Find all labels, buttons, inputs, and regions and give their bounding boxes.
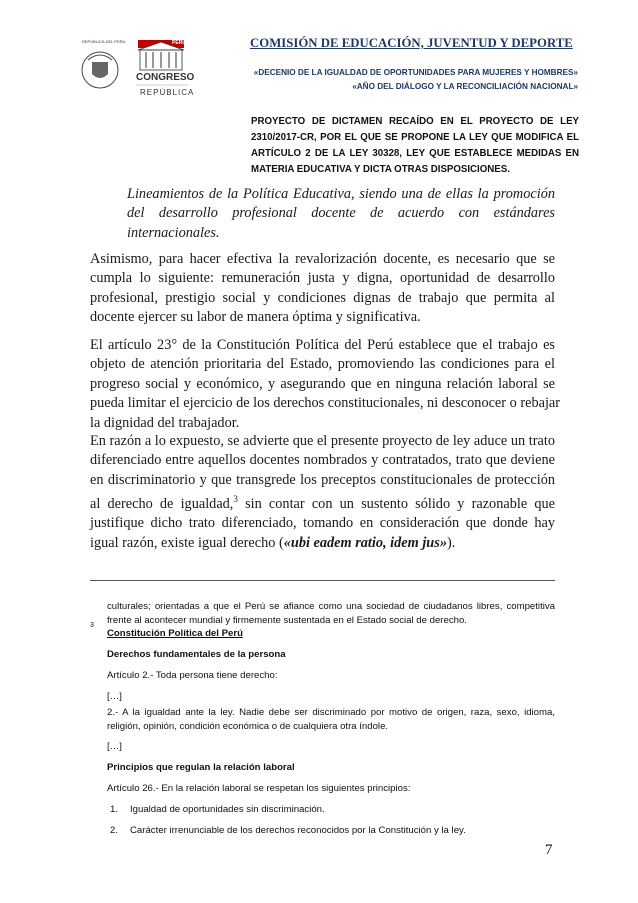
project-line: PROYECTO DE DICTAMEN RECAÍDO EN EL PROYECTO DE LEY (251, 116, 579, 127)
project-title (251, 114, 579, 178)
text-line: Asimismo, para hacer efectiva la revalorización docente, es necesario que se (90, 251, 555, 267)
constitucion-title: Constitución Política del Perú (107, 628, 243, 639)
decenio-block (232, 66, 578, 94)
list-text: Igualdad de oportunidades sin discriminación. (130, 804, 325, 815)
page-number: 7 (545, 842, 553, 858)
text-line: la dignidad del trabajador. (90, 414, 240, 431)
flag-label: PERÚ (172, 40, 186, 46)
list-number: 2. (110, 825, 119, 836)
text-line: diferenciado entre aquellos docentes nombrados y contratados, trato que deviene (90, 452, 555, 469)
commission-title: COMISIÓN DE EDUCACIÓN, JUVENTUD Y DEPORTE (250, 36, 573, 50)
project-line: 2310/2017-CR, POR EL QUE SE PROPONE LA LEY QUE MODIFICA EL (251, 132, 579, 143)
project-line: ARTÍCULO 2 DE LA LEY 30328, LEY QUE ESTABLECE MEDIDAS EN (251, 148, 579, 159)
principios-title: Principios que regulan la relación laboral (107, 762, 295, 773)
text-line (90, 490, 555, 514)
ellipsis: […] (107, 691, 122, 702)
footnote-line: religión, opinión, condición económica o de cualquiera otra índole. (107, 721, 389, 732)
logo-name-1: CONGRESO (136, 72, 195, 83)
text-fragment: al derecho de igualdad, (90, 495, 234, 512)
congreso-logo (78, 30, 200, 100)
footnote-line: frente al acontecer mundial y firmemente sustentada en el Estado social de derecho. (107, 615, 467, 626)
latin-maxim: «ubi eadem ratio, idem jus» (283, 534, 447, 551)
text-line: objeto de atención prioritaria del Estado, promoviendo las condiciones para el (90, 356, 555, 373)
project-line: MATERIA EDUCATIVA Y DICTA OTRAS DISPOSICIONES. (251, 164, 510, 175)
igualdad-text (107, 706, 555, 734)
text-line: cumpla lo siguiente: remuneración justa y digna, oportunidad de desarrollo (90, 270, 555, 287)
text-line: internacionales. (127, 224, 220, 241)
text-line: Lineamientos de la Política Educativa, siendo una de ellas la promoción (127, 186, 555, 202)
logo-name-2: REPÚBLICA (140, 88, 195, 97)
text-fragment: sin contar con un sustento sólido y razonable que (237, 495, 555, 512)
decenio-line: «DECENIO DE LA IGUALDAD DE OPORTUNIDADES PARA MUJERES Y HOMBRES» (253, 68, 578, 77)
text-fragment: igual razón, existe igual derecho ( (90, 534, 284, 551)
text-line: progreso social y económico, y asegurando que en ninguna relación laboral se (90, 375, 555, 392)
asimismo-paragraph (90, 250, 555, 328)
derechos-title: Derechos fundamentales de la persona (107, 649, 286, 660)
text-line: justifique dicho trato diferenciado, tomando en consideración que donde hay (90, 515, 555, 532)
footnote-number: 3 (90, 622, 94, 629)
text-line: docente ejercer su labor de manera óptima y significativa. (90, 309, 421, 326)
year-line: «AÑO DEL DIÁLOGO Y LA RECONCILIACIÓN NACIONAL» (352, 82, 578, 91)
footnote-ref[interactable]: 3 (233, 494, 238, 505)
text-line: del desarrollo profesional docente de acuerdo con estándares (127, 205, 555, 222)
list-text: Carácter irrenunciable de los derechos reconocidos por la Constitución y la ley. (130, 825, 466, 836)
articulo-paragraph (90, 336, 561, 433)
text-line: en discriminatorio y que transgrede los preceptos constitucionales de protección (90, 471, 555, 488)
footnote-separator (90, 580, 555, 581)
text-line: En razón a lo expuesto, se advierte que el presente proyecto de ley aduce un trato (90, 433, 555, 449)
text-line (90, 534, 555, 553)
text-fragment: ). (446, 534, 456, 551)
footnote-continuation (107, 600, 555, 628)
text-line: profesional, prestigio social y condiciones dignas de trabajo que permita al (90, 289, 555, 306)
footnote-line: 2.- A la igualdad ante la ley. Nadie debe ser discriminado por motivo de origen, raza, sexo, idioma, (107, 707, 555, 718)
seal-text: REPÚBLICA DEL PERÚ (82, 39, 126, 44)
lineamientos-paragraph (127, 185, 555, 243)
text-line: pueda limitar el ejercicio de los derechos constitucionales, ni desconocer o rebajar (90, 395, 561, 412)
razon-paragraph (90, 432, 555, 553)
articulo-26: Artículo 26.- En la relación laboral se respetan los siguientes principios: (107, 783, 411, 794)
articulo-2: Artículo 2.- Toda persona tiene derecho: (107, 670, 278, 681)
text-line: El artículo 23° de la Constitución Política del Perú establece que el trabajo es (90, 337, 555, 353)
ellipsis: […] (107, 741, 122, 752)
footnote-line: culturales; orientadas a que el Perú se afiance como una sociedad de ciudadanos libres, competitiva (107, 601, 555, 612)
list-number: 1. (110, 804, 119, 815)
